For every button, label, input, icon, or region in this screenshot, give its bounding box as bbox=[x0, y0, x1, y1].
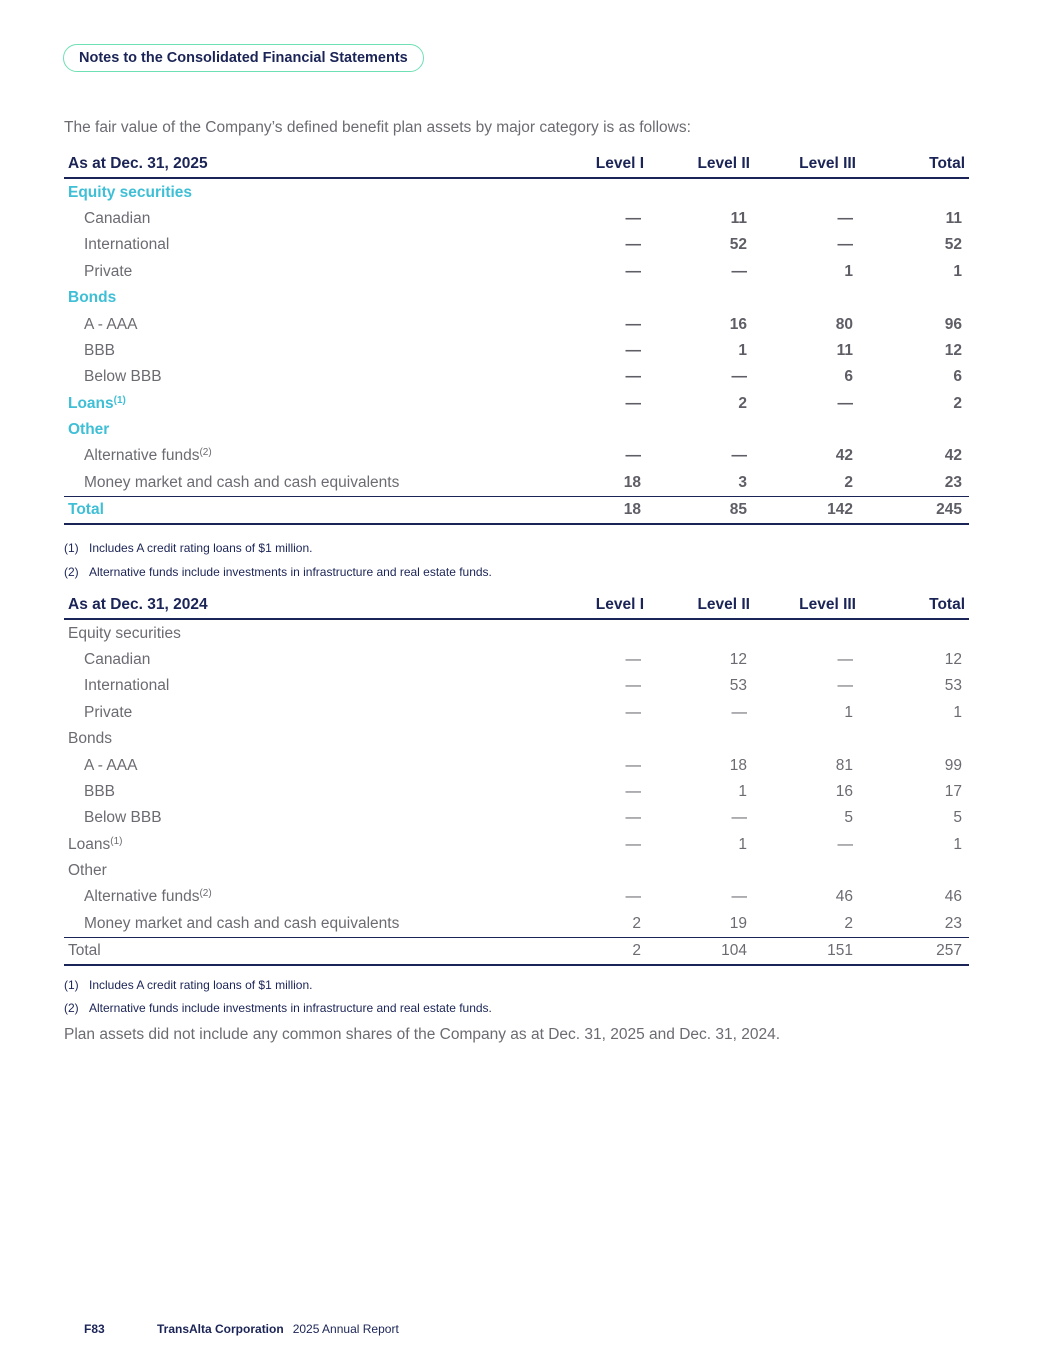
table-row bbox=[64, 470, 969, 497]
cell-level-2: 12 bbox=[729, 650, 747, 668]
row-label-text: Below BBB bbox=[84, 809, 162, 827]
table-row bbox=[64, 884, 969, 910]
cell-total bbox=[860, 178, 969, 205]
row-label-text: Canadian bbox=[84, 209, 151, 227]
row-label-text: Total bbox=[68, 942, 101, 960]
cell-level-1: — bbox=[625, 703, 641, 721]
cell-level-1: 2 bbox=[565, 938, 648, 966]
row-label-text: Bonds bbox=[68, 289, 117, 307]
row-label bbox=[64, 647, 565, 673]
row-label bbox=[64, 700, 565, 726]
cell-total: 17 bbox=[944, 782, 962, 800]
cell-level-1: — bbox=[625, 236, 641, 254]
row-label-text: Canadian bbox=[84, 650, 151, 668]
row-label-text: Bonds bbox=[68, 730, 112, 748]
cell-level-3: 1 bbox=[844, 262, 853, 280]
row-label bbox=[64, 206, 565, 232]
category-row bbox=[64, 726, 969, 752]
cell-level-1: — bbox=[625, 394, 641, 412]
cell-level-3: — bbox=[837, 394, 853, 412]
cell-level-1 bbox=[565, 417, 648, 443]
fair-value-table-2024 bbox=[64, 592, 969, 966]
cell-level-3: — bbox=[837, 677, 853, 695]
row-label bbox=[64, 338, 565, 364]
footnote-ref: (2) bbox=[199, 447, 212, 459]
cell-total: 257 bbox=[860, 938, 969, 966]
cell-total: 96 bbox=[944, 315, 962, 333]
cell-level-3: 80 bbox=[835, 315, 853, 333]
cell-level-1: — bbox=[625, 447, 641, 465]
cell-total bbox=[860, 726, 969, 752]
cell-level-3: 2 bbox=[844, 473, 853, 491]
report-name: 2025 Annual Report bbox=[292, 1322, 399, 1336]
cell-total: 12 bbox=[944, 650, 962, 668]
total-row bbox=[64, 497, 969, 525]
col-header-total: Total bbox=[860, 592, 969, 619]
col-header-level-2: Level II bbox=[648, 151, 754, 178]
row-label bbox=[64, 285, 565, 311]
cell-level-1: — bbox=[625, 341, 641, 359]
cell-total bbox=[860, 417, 969, 443]
row-label-text: BBB bbox=[84, 782, 116, 800]
footnote-1-2024 bbox=[64, 978, 312, 992]
row-label-text: Equity securities bbox=[68, 183, 193, 201]
cell-level-3: — bbox=[837, 650, 853, 668]
row-label-text: Alternative funds bbox=[84, 447, 200, 465]
row-label bbox=[64, 391, 565, 417]
cell-level-2 bbox=[648, 619, 754, 646]
cell-level-2: — bbox=[731, 703, 747, 721]
cell-level-1: — bbox=[625, 888, 641, 906]
cell-total: 99 bbox=[944, 756, 962, 774]
total-row bbox=[64, 938, 969, 966]
cell-level-3: 81 bbox=[835, 756, 853, 774]
cell-total: 1 bbox=[953, 703, 962, 721]
row-label-text: Money market and cash and cash equivalents bbox=[84, 914, 400, 932]
table-row bbox=[64, 443, 969, 469]
cell-level-1: — bbox=[625, 262, 641, 280]
intro-text: The fair value of the Company’s defined benefit plan assets by major category is as follows: bbox=[64, 119, 691, 136]
row-label bbox=[64, 858, 565, 884]
table-row bbox=[64, 364, 969, 390]
row-label-text: Other bbox=[68, 421, 110, 439]
cell-level-3: — bbox=[837, 209, 853, 227]
cell-total: 53 bbox=[944, 677, 962, 695]
footnote-marker: (2) bbox=[64, 1001, 79, 1015]
cell-level-2: — bbox=[731, 888, 747, 906]
footnote-2-2025 bbox=[64, 565, 492, 579]
table-row bbox=[64, 911, 969, 938]
row-label-text: A - AAA bbox=[84, 315, 138, 333]
row-label bbox=[64, 779, 565, 805]
cell-total: 42 bbox=[944, 447, 962, 465]
cell-level-2: — bbox=[731, 447, 747, 465]
footnote-text: Includes A credit rating loans of $1 million. bbox=[89, 978, 313, 992]
cell-total: 52 bbox=[944, 236, 962, 254]
cell-level-2 bbox=[648, 417, 754, 443]
cell-level-3 bbox=[754, 417, 860, 443]
cell-level-2: 11 bbox=[730, 209, 747, 227]
row-label bbox=[64, 443, 565, 469]
row-label-text: Private bbox=[84, 262, 133, 280]
cell-total: 23 bbox=[944, 914, 962, 932]
row-label bbox=[64, 673, 565, 699]
cell-level-3: 151 bbox=[754, 938, 860, 966]
footnote-ref: (1) bbox=[113, 394, 126, 406]
cell-level-1 bbox=[565, 858, 648, 884]
cell-total: 11 bbox=[945, 209, 962, 227]
table-row bbox=[64, 700, 969, 726]
cell-total: 1 bbox=[953, 835, 962, 853]
row-label-text: Equity securities bbox=[68, 624, 181, 642]
footnote-marker: (1) bbox=[64, 978, 79, 992]
row-label-text: Alternative funds bbox=[84, 888, 200, 906]
row-label-text: Loans bbox=[68, 835, 111, 853]
row-label-text: Other bbox=[68, 862, 107, 880]
cell-level-1: 18 bbox=[565, 497, 648, 525]
table-row bbox=[64, 259, 969, 285]
row-label bbox=[64, 884, 565, 910]
cell-level-1 bbox=[565, 619, 648, 646]
footnote-ref: (1) bbox=[110, 835, 123, 847]
cell-level-2: — bbox=[731, 368, 747, 386]
cell-level-2: 1 bbox=[738, 782, 747, 800]
category-row bbox=[64, 178, 969, 205]
cell-level-3: 5 bbox=[844, 809, 853, 827]
cell-level-1: 18 bbox=[623, 473, 641, 491]
cell-level-2: 85 bbox=[648, 497, 754, 525]
cell-level-2: 1 bbox=[738, 835, 747, 853]
cell-level-2: 52 bbox=[729, 236, 747, 254]
cell-level-1: — bbox=[625, 677, 641, 695]
row-label bbox=[64, 259, 565, 285]
cell-level-2: 53 bbox=[729, 677, 747, 695]
page-footer bbox=[84, 1322, 399, 1336]
cell-level-1: — bbox=[625, 782, 641, 800]
row-label-text: Below BBB bbox=[84, 368, 162, 386]
cell-level-1: — bbox=[625, 835, 641, 853]
cell-level-2: 19 bbox=[729, 914, 747, 932]
row-label-text: International bbox=[84, 677, 170, 695]
table-row bbox=[64, 752, 969, 778]
table-header-row bbox=[64, 151, 969, 178]
col-header-level-3: Level III bbox=[754, 592, 860, 619]
cell-level-3 bbox=[754, 619, 860, 646]
table-title: As at Dec. 31, 2024 bbox=[64, 592, 565, 619]
table-row bbox=[64, 311, 969, 337]
cell-level-3 bbox=[754, 285, 860, 311]
category-row bbox=[64, 285, 969, 311]
row-label bbox=[64, 417, 565, 443]
row-label-text: A - AAA bbox=[84, 756, 138, 774]
cell-level-1 bbox=[565, 178, 648, 205]
row-label-text: BBB bbox=[84, 341, 116, 359]
section-badge: Notes to the Consolidated Financial Statements bbox=[63, 44, 424, 72]
closing-text: Plan assets did not include any common shares of the Company as at Dec. 31, 2025 and Dec. 31, 2024. bbox=[64, 1026, 781, 1043]
cell-total: 46 bbox=[944, 888, 962, 906]
col-header-level-1: Level I bbox=[565, 151, 648, 178]
cell-level-1: — bbox=[625, 650, 641, 668]
cell-level-3 bbox=[754, 858, 860, 884]
cell-level-2: 1 bbox=[738, 341, 747, 359]
cell-level-2: — bbox=[731, 262, 747, 280]
cell-total: 1 bbox=[953, 262, 962, 280]
company-name: TransAlta Corporation bbox=[157, 1322, 284, 1336]
row-label bbox=[64, 311, 565, 337]
cell-level-3: 6 bbox=[844, 368, 853, 386]
cell-level-1: — bbox=[625, 315, 641, 333]
table-row bbox=[64, 232, 969, 258]
cell-total: 6 bbox=[953, 368, 962, 386]
row-label-text: Loans bbox=[68, 394, 114, 412]
cell-total bbox=[860, 285, 969, 311]
cell-level-3: 46 bbox=[835, 888, 853, 906]
cell-level-3: — bbox=[837, 835, 853, 853]
table-row bbox=[64, 805, 969, 831]
cell-level-2: — bbox=[731, 809, 747, 827]
cell-level-1: 2 bbox=[632, 914, 641, 932]
footnote-text: Includes A credit rating loans of $1 million. bbox=[89, 541, 313, 555]
cell-level-3: 1 bbox=[844, 703, 853, 721]
cell-level-2 bbox=[648, 858, 754, 884]
footnote-marker: (2) bbox=[64, 565, 79, 579]
row-label bbox=[64, 619, 565, 646]
cell-level-1: — bbox=[625, 809, 641, 827]
row-label bbox=[64, 232, 565, 258]
cell-level-3 bbox=[754, 178, 860, 205]
cell-level-1: — bbox=[625, 368, 641, 386]
category-row bbox=[64, 858, 969, 884]
category-row bbox=[64, 391, 969, 417]
cell-level-2: 2 bbox=[738, 394, 747, 412]
col-header-level-3: Level III bbox=[754, 151, 860, 178]
col-header-level-1: Level I bbox=[565, 592, 648, 619]
table-title: As at Dec. 31, 2025 bbox=[64, 151, 565, 178]
col-header-level-2: Level II bbox=[648, 592, 754, 619]
cell-level-1: — bbox=[625, 756, 641, 774]
cell-level-2: 3 bbox=[738, 473, 747, 491]
cell-level-1 bbox=[565, 726, 648, 752]
row-label bbox=[64, 805, 565, 831]
cell-level-3: 16 bbox=[835, 782, 853, 800]
row-label bbox=[64, 752, 565, 778]
footnote-text: Alternative funds include investments in infrastructure and real estate funds. bbox=[89, 1001, 492, 1015]
col-header-total: Total bbox=[860, 151, 969, 178]
row-label-text: International bbox=[84, 236, 170, 254]
table-row bbox=[64, 647, 969, 673]
category-row bbox=[64, 832, 969, 858]
cell-level-3: 2 bbox=[844, 914, 853, 932]
category-row bbox=[64, 417, 969, 443]
cell-total bbox=[860, 619, 969, 646]
cell-total: 23 bbox=[944, 473, 962, 491]
cell-level-2: 18 bbox=[729, 756, 747, 774]
cell-level-3: 142 bbox=[754, 497, 860, 525]
row-label bbox=[64, 726, 565, 752]
cell-level-3: 11 bbox=[836, 341, 853, 359]
cell-total bbox=[860, 858, 969, 884]
footnote-1-2025 bbox=[64, 541, 312, 555]
table-header-row bbox=[64, 592, 969, 619]
table-row bbox=[64, 338, 969, 364]
cell-level-1: — bbox=[625, 209, 641, 227]
row-label bbox=[64, 470, 565, 497]
footnote-ref: (2) bbox=[199, 888, 212, 900]
row-label bbox=[64, 911, 565, 938]
cell-level-1 bbox=[565, 285, 648, 311]
cell-level-2 bbox=[648, 726, 754, 752]
cell-level-2 bbox=[648, 178, 754, 205]
cell-level-2 bbox=[648, 285, 754, 311]
row-label bbox=[64, 938, 565, 966]
table-row bbox=[64, 206, 969, 232]
category-row bbox=[64, 619, 969, 646]
cell-total: 12 bbox=[944, 341, 962, 359]
row-label-text: Private bbox=[84, 703, 133, 721]
cell-level-3: 42 bbox=[835, 447, 853, 465]
cell-total: 2 bbox=[953, 394, 962, 412]
table-row bbox=[64, 779, 969, 805]
row-label-text: Total bbox=[68, 501, 104, 519]
footnote-marker: (1) bbox=[64, 541, 79, 555]
cell-level-3 bbox=[754, 726, 860, 752]
table-row bbox=[64, 673, 969, 699]
footnote-2-2024 bbox=[64, 1001, 492, 1015]
row-label bbox=[64, 178, 565, 205]
cell-total: 5 bbox=[953, 809, 962, 827]
row-label bbox=[64, 497, 565, 525]
page-number: F83 bbox=[84, 1322, 105, 1336]
row-label-text: Money market and cash and cash equivalents bbox=[84, 473, 400, 491]
cell-total: 245 bbox=[860, 497, 969, 525]
cell-level-2: 104 bbox=[648, 938, 754, 966]
fair-value-table-2025 bbox=[64, 151, 969, 525]
footnote-text: Alternative funds include investments in infrastructure and real estate funds. bbox=[89, 565, 492, 579]
row-label bbox=[64, 832, 565, 858]
cell-level-2: 16 bbox=[729, 315, 747, 333]
row-label bbox=[64, 364, 565, 390]
cell-level-3: — bbox=[837, 236, 853, 254]
